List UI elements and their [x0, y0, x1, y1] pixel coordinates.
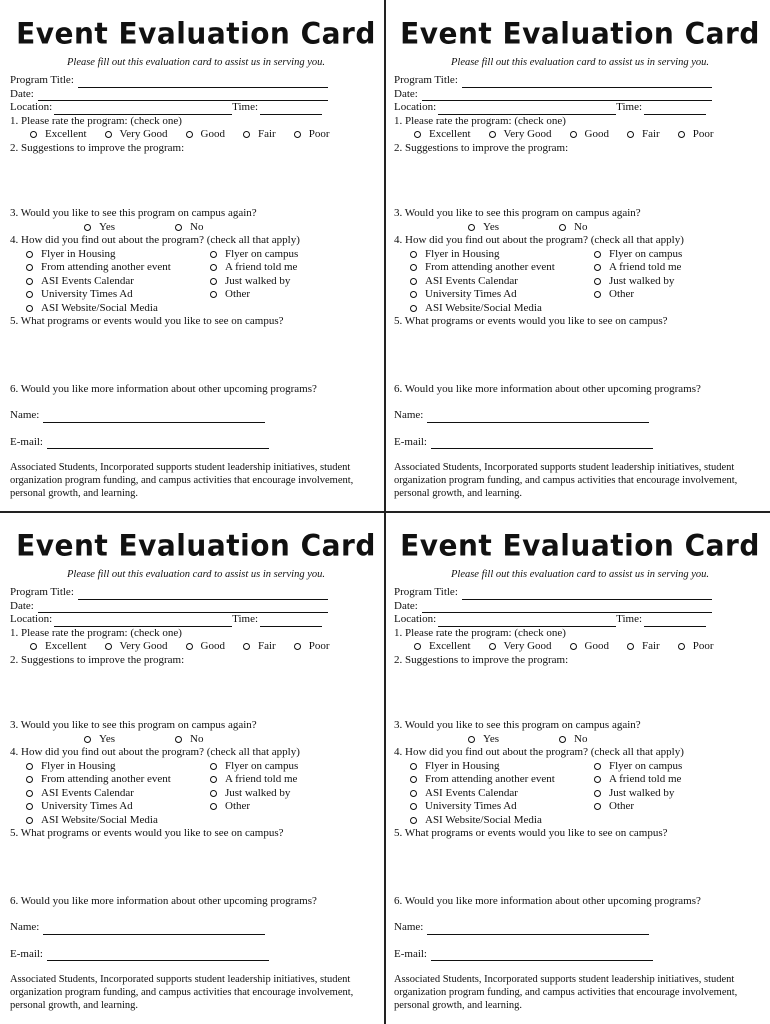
footer-text: Associated Students, Incorporated supports student leadership initiatives, student organization program funding, and campus activities that encourage involvement, personal growth, and learning. — [394, 462, 738, 499]
radio-circle-icon[interactable] — [30, 643, 37, 650]
location-line[interactable] — [54, 104, 232, 115]
checkbox-circle-icon[interactable] — [26, 803, 33, 810]
source-option[interactable]: Flyer in Housing — [410, 760, 594, 774]
yes-no-options — [10, 733, 382, 747]
evaluation-card-top-right — [394, 0, 766, 505]
source-option[interactable]: ASI Events Calendar — [26, 275, 210, 289]
source-options — [394, 248, 766, 316]
radio-circle-icon[interactable] — [489, 643, 496, 650]
suggestions-answer-area[interactable] — [394, 667, 766, 719]
suggestions-answer-area[interactable] — [394, 155, 766, 207]
question-4: 4. How did you find out about the program? (check all that apply) — [394, 234, 684, 246]
source-options — [394, 760, 766, 828]
checkbox-circle-icon[interactable] — [594, 278, 601, 285]
checkbox-circle-icon[interactable] — [26, 264, 33, 271]
source-option[interactable]: ASI Events Calendar — [410, 787, 594, 801]
date-label: Date: — [394, 599, 418, 612]
email-field[interactable] — [10, 436, 382, 450]
name-field[interactable] — [10, 921, 382, 935]
radio-circle-icon[interactable] — [489, 131, 496, 138]
checkbox-circle-icon[interactable] — [410, 776, 417, 783]
email-field[interactable] — [10, 948, 382, 962]
email-line[interactable] — [431, 950, 653, 961]
email-label: E-mail: — [394, 947, 427, 960]
source-option[interactable]: A friend told me — [210, 773, 360, 787]
yes-option[interactable]: Yes — [84, 733, 115, 747]
card-subtitle: Please fill out this evaluation card to assist us in serving you. — [450, 569, 709, 580]
radio-circle-icon[interactable] — [468, 224, 475, 231]
source-option[interactable]: Just walked by — [594, 787, 744, 801]
yes-option[interactable]: Yes — [84, 221, 115, 235]
source-option[interactable]: Flyer on campus — [210, 760, 360, 774]
name-line[interactable] — [43, 924, 265, 935]
rating-options — [394, 640, 766, 654]
radio-circle-icon[interactable] — [414, 643, 421, 650]
checkbox-circle-icon[interactable] — [26, 790, 33, 797]
radio-circle-icon[interactable] — [84, 224, 91, 231]
program-title-field[interactable] — [394, 586, 712, 600]
location-line[interactable] — [438, 104, 616, 115]
source-option[interactable]: Just walked by — [210, 787, 360, 801]
checkbox-circle-icon[interactable] — [26, 251, 33, 258]
checkbox-circle-icon[interactable] — [410, 251, 417, 258]
programs-answer-area[interactable] — [394, 841, 766, 895]
suggestions-answer-area[interactable] — [10, 155, 382, 207]
card-subtitle: Please fill out this evaluation card to assist us in serving you. — [66, 569, 325, 580]
checkbox-circle-icon[interactable] — [26, 278, 33, 285]
radio-circle-icon[interactable] — [627, 643, 634, 650]
rating-option[interactable]: Good — [186, 128, 225, 142]
name-label: Name: — [10, 409, 40, 421]
rating-option[interactable]: Very Good — [105, 128, 168, 142]
program-title-line[interactable] — [78, 77, 328, 88]
question-6: 6. Would you like more information about other upcoming programs? — [394, 894, 701, 907]
program-title-field[interactable] — [10, 586, 328, 600]
radio-circle-icon[interactable] — [186, 131, 193, 138]
email-line[interactable] — [47, 438, 269, 449]
programs-answer-area[interactable] — [394, 329, 766, 383]
question-4: 4. How did you find out about the program? (check all that apply) — [10, 234, 300, 246]
rating-option[interactable]: Fair — [627, 128, 660, 142]
source-option[interactable]: Flyer in Housing — [26, 248, 210, 262]
time-label: Time: — [616, 101, 643, 113]
program-title-line[interactable] — [78, 589, 328, 600]
question-5: 5. What programs or events would you like to see on campus? — [10, 827, 284, 839]
rating-option[interactable]: Excellent — [30, 640, 87, 654]
question-3: 3. Would you like to see this program on campus again? — [10, 207, 257, 219]
name-line[interactable] — [43, 412, 265, 423]
date-field[interactable] — [394, 88, 712, 102]
rating-option[interactable]: Fair — [627, 640, 660, 654]
rating-option[interactable]: Good — [570, 640, 609, 654]
card-title: Event Evaluation Card — [16, 528, 376, 563]
radio-circle-icon[interactable] — [186, 643, 193, 650]
checkbox-circle-icon[interactable] — [410, 790, 417, 797]
rating-option[interactable]: Poor — [678, 640, 714, 654]
email-label: E-mail: — [10, 947, 43, 960]
program-title-label: Program Title: — [394, 586, 458, 598]
date-field[interactable] — [394, 600, 712, 614]
checkbox-circle-icon[interactable] — [26, 817, 33, 824]
name-line[interactable] — [427, 412, 649, 423]
source-option[interactable]: ASI Website/Social Media — [410, 814, 594, 828]
source-option[interactable]: Other — [210, 800, 360, 814]
location-time-field[interactable] — [10, 101, 328, 115]
question-1: 1. Please rate the program: (check one) — [10, 114, 182, 127]
checkbox-circle-icon[interactable] — [210, 776, 217, 783]
card-title: Event Evaluation Card — [16, 16, 376, 51]
radio-circle-icon[interactable] — [627, 131, 634, 138]
checkbox-circle-icon[interactable] — [26, 305, 33, 312]
source-option[interactable]: ASI Website/Social Media — [26, 302, 210, 316]
rating-option[interactable]: Good — [570, 128, 609, 142]
checkbox-circle-icon[interactable] — [410, 763, 417, 770]
card-title: Event Evaluation Card — [400, 16, 760, 51]
checkbox-circle-icon[interactable] — [210, 790, 217, 797]
yes-option[interactable]: Yes — [468, 733, 499, 747]
program-title-line[interactable] — [462, 77, 712, 88]
rating-options — [10, 128, 382, 142]
checkbox-circle-icon[interactable] — [26, 763, 33, 770]
checkbox-circle-icon[interactable] — [210, 763, 217, 770]
yes-no-options — [394, 221, 766, 235]
rating-option[interactable]: Excellent — [30, 128, 87, 142]
radio-circle-icon[interactable] — [175, 224, 182, 231]
time-line[interactable] — [644, 616, 706, 627]
source-option[interactable]: A friend told me — [210, 261, 360, 275]
source-option[interactable]: From attending another event — [26, 261, 210, 275]
question-2: 2. Suggestions to improve the program: — [394, 141, 569, 154]
source-options — [10, 760, 382, 828]
radio-circle-icon[interactable] — [243, 131, 250, 138]
question-5: 5. What programs or events would you like to see on campus? — [394, 827, 668, 839]
radio-circle-icon[interactable] — [468, 736, 475, 743]
source-option[interactable]: ASI Website/Social Media — [410, 302, 594, 316]
location-line[interactable] — [438, 616, 616, 627]
evaluation-card-top-left — [10, 0, 382, 505]
radio-circle-icon[interactable] — [105, 131, 112, 138]
time-line[interactable] — [260, 104, 322, 115]
question-6: 6. Would you like more information about other upcoming programs? — [10, 894, 317, 907]
question-2: 2. Suggestions to improve the program: — [10, 141, 185, 154]
name-label: Name: — [394, 921, 424, 933]
yes-no-options — [394, 733, 766, 747]
radio-circle-icon[interactable] — [678, 643, 685, 650]
evaluation-card-bottom-left — [10, 512, 382, 1017]
rating-option[interactable]: Good — [186, 640, 225, 654]
source-option[interactable]: From attending another event — [26, 773, 210, 787]
location-label: Location: — [10, 101, 53, 113]
checkbox-circle-icon[interactable] — [210, 278, 217, 285]
date-field[interactable] — [10, 600, 328, 614]
radio-circle-icon[interactable] — [414, 131, 421, 138]
checkbox-circle-icon[interactable] — [594, 776, 601, 783]
radio-circle-icon[interactable] — [570, 643, 577, 650]
source-option[interactable]: Flyer in Housing — [410, 248, 594, 262]
checkbox-circle-icon[interactable] — [594, 251, 601, 258]
rating-option[interactable]: Very Good — [489, 128, 552, 142]
checkbox-circle-icon[interactable] — [410, 264, 417, 271]
radio-circle-icon[interactable] — [294, 643, 301, 650]
rating-option[interactable]: Very Good — [489, 640, 552, 654]
radio-circle-icon[interactable] — [559, 736, 566, 743]
date-label: Date: — [394, 87, 418, 100]
program-title-field[interactable] — [10, 74, 328, 88]
question-1: 1. Please rate the program: (check one) — [10, 626, 182, 639]
programs-answer-area[interactable] — [10, 329, 382, 383]
checkbox-circle-icon[interactable] — [210, 803, 217, 810]
program-title-label: Program Title: — [10, 74, 74, 86]
time-label: Time: — [232, 101, 259, 113]
checkbox-circle-icon[interactable] — [410, 803, 417, 810]
checkbox-circle-icon[interactable] — [410, 305, 417, 312]
date-label: Date: — [10, 87, 34, 100]
source-option[interactable]: Just walked by — [210, 275, 360, 289]
date-line[interactable] — [422, 90, 712, 101]
name-field[interactable] — [394, 921, 766, 935]
time-label: Time: — [232, 613, 259, 625]
no-option[interactable]: No — [175, 221, 203, 235]
rating-option[interactable]: Fair — [243, 640, 276, 654]
source-options — [10, 248, 382, 316]
checkbox-circle-icon[interactable] — [410, 291, 417, 298]
footer-text: Associated Students, Incorporated supports student leadership initiatives, student organization program funding, and campus activities that encourage involvement, personal growth, and learning. — [394, 974, 738, 1011]
date-line[interactable] — [38, 602, 328, 613]
card-title: Event Evaluation Card — [400, 528, 760, 563]
name-field[interactable] — [10, 409, 382, 423]
checkbox-circle-icon[interactable] — [410, 278, 417, 285]
time-label: Time: — [616, 613, 643, 625]
question-5: 5. What programs or events would you like to see on campus? — [394, 315, 668, 327]
radio-circle-icon[interactable] — [559, 224, 566, 231]
question-4: 4. How did you find out about the program? (check all that apply) — [10, 746, 300, 758]
card-subtitle: Please fill out this evaluation card to assist us in serving you. — [66, 57, 325, 68]
checkbox-circle-icon[interactable] — [594, 790, 601, 797]
yes-option[interactable]: Yes — [468, 221, 499, 235]
source-option[interactable]: University Times Ad — [410, 800, 594, 814]
checkbox-circle-icon[interactable] — [210, 291, 217, 298]
checkbox-circle-icon[interactable] — [594, 291, 601, 298]
email-line[interactable] — [431, 438, 653, 449]
question-6: 6. Would you like more information about other upcoming programs? — [10, 382, 317, 395]
location-time-field[interactable] — [10, 613, 328, 627]
card-subtitle: Please fill out this evaluation card to assist us in serving you. — [450, 57, 709, 68]
program-title-line[interactable] — [462, 589, 712, 600]
program-title-label: Program Title: — [394, 74, 458, 86]
source-option[interactable]: A friend told me — [594, 261, 744, 275]
name-line[interactable] — [427, 924, 649, 935]
email-line[interactable] — [47, 950, 269, 961]
rating-option[interactable]: Very Good — [105, 640, 168, 654]
source-option[interactable]: Other — [210, 288, 360, 302]
source-option[interactable]: ASI Events Calendar — [410, 275, 594, 289]
date-line[interactable] — [38, 90, 328, 101]
source-option[interactable]: Other — [594, 288, 744, 302]
source-option[interactable]: University Times Ad — [410, 288, 594, 302]
date-label: Date: — [10, 599, 34, 612]
radio-circle-icon[interactable] — [84, 736, 91, 743]
source-option[interactable]: University Times Ad — [26, 800, 210, 814]
checkbox-circle-icon[interactable] — [26, 291, 33, 298]
no-option[interactable]: No — [559, 733, 587, 747]
email-label: E-mail: — [10, 435, 43, 448]
source-option[interactable]: ASI Events Calendar — [26, 787, 210, 801]
program-title-field[interactable] — [394, 74, 712, 88]
radio-circle-icon[interactable] — [294, 131, 301, 138]
question-3: 3. Would you like to see this program on campus again? — [394, 207, 641, 219]
location-time-field[interactable] — [394, 101, 712, 115]
question-1: 1. Please rate the program: (check one) — [394, 114, 566, 127]
program-title-label: Program Title: — [10, 586, 74, 598]
source-option[interactable]: Flyer on campus — [594, 760, 744, 774]
email-field[interactable] — [394, 948, 766, 962]
time-line[interactable] — [260, 616, 322, 627]
footer-text: Associated Students, Incorporated supports student leadership initiatives, student organization program funding, and campus activities that encourage involvement, personal growth, and learning. — [10, 974, 354, 1011]
location-label: Location: — [394, 101, 437, 113]
email-field[interactable] — [394, 436, 766, 450]
rating-options — [10, 640, 382, 654]
name-label: Name: — [394, 409, 424, 421]
time-line[interactable] — [644, 104, 706, 115]
radio-circle-icon[interactable] — [678, 131, 685, 138]
rating-options — [394, 128, 766, 142]
source-option[interactable]: A friend told me — [594, 773, 744, 787]
location-label: Location: — [394, 613, 437, 625]
date-field[interactable] — [10, 88, 328, 102]
question-4: 4. How did you find out about the program? (check all that apply) — [394, 746, 684, 758]
question-2: 2. Suggestions to improve the program: — [10, 653, 185, 666]
question-6: 6. Would you like more information about other upcoming programs? — [394, 382, 701, 395]
checkbox-circle-icon[interactable] — [210, 264, 217, 271]
source-option[interactable]: Other — [594, 800, 744, 814]
location-line[interactable] — [54, 616, 232, 627]
checkbox-circle-icon[interactable] — [26, 776, 33, 783]
radio-circle-icon[interactable] — [30, 131, 37, 138]
question-5: 5. What programs or events would you like to see on campus? — [10, 315, 284, 327]
radio-circle-icon[interactable] — [105, 643, 112, 650]
suggestions-answer-area[interactable] — [10, 667, 382, 719]
no-option[interactable]: No — [559, 221, 587, 235]
no-option[interactable]: No — [175, 733, 203, 747]
source-option[interactable]: Flyer on campus — [594, 248, 744, 262]
question-2: 2. Suggestions to improve the program: — [394, 653, 569, 666]
checkbox-circle-icon[interactable] — [410, 817, 417, 824]
source-option[interactable]: From attending another event — [410, 261, 594, 275]
programs-answer-area[interactable] — [10, 841, 382, 895]
question-3: 3. Would you like to see this program on campus again? — [394, 719, 641, 731]
name-field[interactable] — [394, 409, 766, 423]
evaluation-card-bottom-right — [394, 512, 766, 1017]
radio-circle-icon[interactable] — [243, 643, 250, 650]
date-line[interactable] — [422, 602, 712, 613]
rating-option[interactable]: Excellent — [414, 640, 471, 654]
source-option[interactable]: University Times Ad — [26, 288, 210, 302]
source-option[interactable]: ASI Website/Social Media — [26, 814, 210, 828]
rating-option[interactable]: Poor — [294, 640, 330, 654]
radio-circle-icon[interactable] — [175, 736, 182, 743]
rating-option[interactable]: Poor — [678, 128, 714, 142]
rating-option[interactable]: Poor — [294, 128, 330, 142]
source-option[interactable]: Flyer on campus — [210, 248, 360, 262]
email-label: E-mail: — [394, 435, 427, 448]
source-option[interactable]: Just walked by — [594, 275, 744, 289]
location-label: Location: — [10, 613, 53, 625]
question-1: 1. Please rate the program: (check one) — [394, 626, 566, 639]
footer-text: Associated Students, Incorporated supports student leadership initiatives, student organization program funding, and campus activities that encourage involvement, personal growth, and learning. — [10, 462, 354, 499]
question-3: 3. Would you like to see this program on campus again? — [10, 719, 257, 731]
yes-no-options — [10, 221, 382, 235]
rating-option[interactable]: Fair — [243, 128, 276, 142]
rating-option[interactable]: Excellent — [414, 128, 471, 142]
location-time-field[interactable] — [394, 613, 712, 627]
source-option[interactable]: Flyer in Housing — [26, 760, 210, 774]
checkbox-circle-icon[interactable] — [594, 264, 601, 271]
name-label: Name: — [10, 921, 40, 933]
checkbox-circle-icon[interactable] — [594, 803, 601, 810]
checkbox-circle-icon[interactable] — [594, 763, 601, 770]
checkbox-circle-icon[interactable] — [210, 251, 217, 258]
source-option[interactable]: From attending another event — [410, 773, 594, 787]
radio-circle-icon[interactable] — [570, 131, 577, 138]
